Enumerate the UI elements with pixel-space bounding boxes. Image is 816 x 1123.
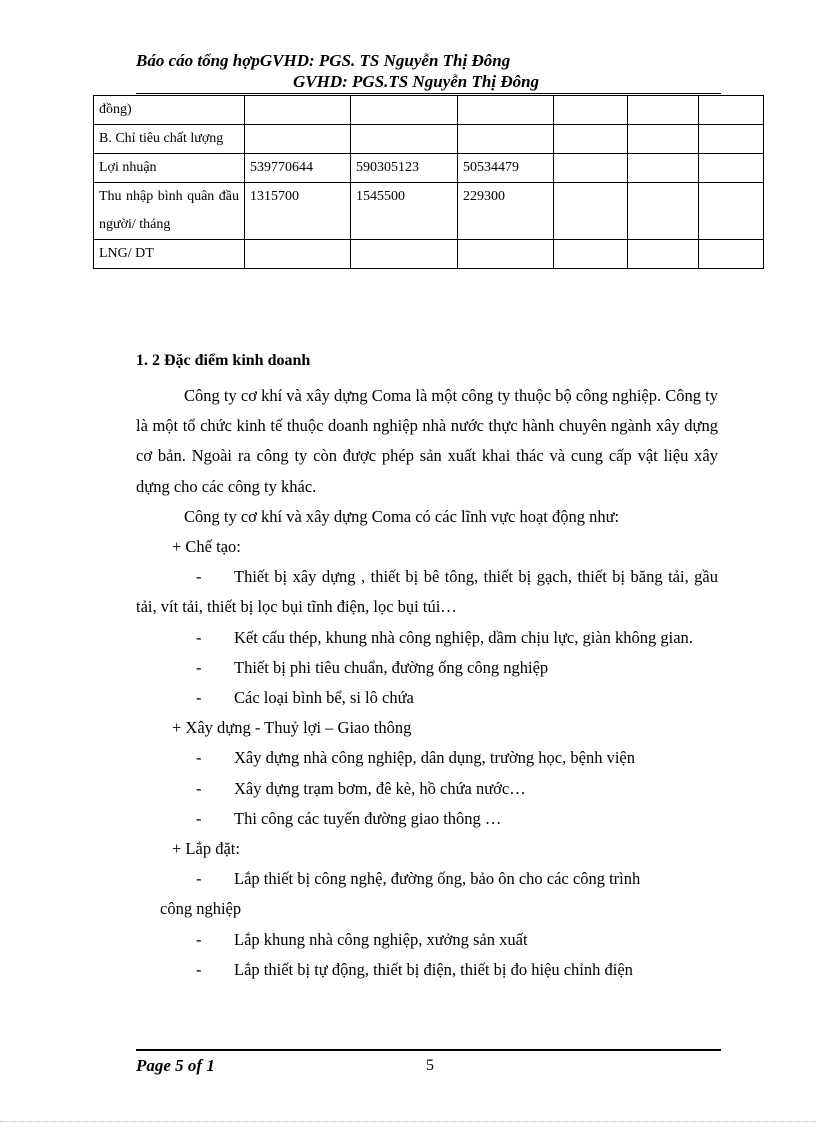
list-item-text: Các loại bình bể, si lô chứa <box>234 688 414 708</box>
list-item <box>136 562 718 622</box>
dash-bullet: - <box>196 869 202 889</box>
table-row <box>94 125 764 154</box>
table-cell <box>628 96 699 125</box>
table-cell <box>245 125 351 154</box>
dash-bullet: - <box>196 808 202 828</box>
table-cell <box>554 125 628 154</box>
table-cell <box>351 125 458 154</box>
list-item <box>136 743 718 773</box>
list-item <box>136 925 718 955</box>
table-cell: 590305123 <box>351 154 458 183</box>
table-cell: 1315700 <box>245 183 351 240</box>
table-row <box>94 154 764 183</box>
list-item-text: Thi công các tuyến đường giao thông … <box>234 808 502 828</box>
footer-page-number: 5 <box>426 1057 434 1074</box>
table-cell <box>699 96 764 125</box>
list-item <box>136 683 718 713</box>
table-cell <box>628 154 699 183</box>
table-row <box>94 96 764 125</box>
table-cell <box>628 240 699 269</box>
row-label: B. Chỉ tiêu chất lượng <box>94 125 245 154</box>
header-divider <box>136 93 721 94</box>
paragraph: Công ty cơ khí và xây dựng Coma có các lĩnh vực hoạt động như: <box>184 506 620 526</box>
table-cell <box>458 96 554 125</box>
table-cell <box>554 96 628 125</box>
list-item <box>136 955 718 985</box>
table-cell: 50534479 <box>458 154 554 183</box>
table-row <box>94 183 764 240</box>
list-item-text: Thiết bị xây dựng , thiết bị bê tông, thiết bị gạch, thiết bị băng tải, gầu tải, vít tải, thiết bị lọc bụi tĩnh điện, lọc bụi túi… <box>136 567 718 617</box>
table-cell <box>554 154 628 183</box>
table-cell <box>245 96 351 125</box>
table-cell <box>351 240 458 269</box>
table-cell <box>699 154 764 183</box>
table-cell <box>699 183 764 240</box>
table-cell <box>554 240 628 269</box>
dash-bullet: - <box>196 567 202 587</box>
table-cell <box>245 240 351 269</box>
dash-bullet: - <box>196 657 202 677</box>
list-item-continuation: công nghiệp <box>160 899 242 919</box>
list-item-text: Lắp thiết bị công nghệ, đường ống, bảo ôn cho các công trình <box>234 869 641 889</box>
row-label: Lợi nhuận <box>94 154 245 183</box>
table-cell <box>699 125 764 154</box>
list-item <box>136 804 718 834</box>
list-item <box>136 623 718 653</box>
list-item <box>136 653 718 683</box>
table-cell <box>458 240 554 269</box>
dash-bullet: - <box>196 627 202 647</box>
dash-bullet: - <box>196 959 202 979</box>
dash-bullet: - <box>196 748 202 768</box>
table-cell <box>628 183 699 240</box>
section-body <box>136 381 718 985</box>
table-cell <box>699 240 764 269</box>
table-cell <box>458 125 554 154</box>
header-title-line1: Báo cáo tổng hợpGVHD: PGS. TS Nguyễn Thị Đông <box>136 51 511 70</box>
table-cell <box>351 96 458 125</box>
list-item-text: Xây dựng trạm bơm, đê kè, hồ chứa nước… <box>234 778 526 798</box>
dash-bullet: - <box>196 778 202 798</box>
list-item-text: Thiết bị phi tiêu chuẩn, đường ống công nghiệp <box>234 657 549 677</box>
dash-bullet: - <box>196 688 202 708</box>
table-cell: 1545500 <box>351 183 458 240</box>
list-item <box>136 864 718 894</box>
list-item <box>136 774 718 804</box>
row-label: LNG/ DT <box>94 240 245 269</box>
dash-bullet: - <box>196 929 202 949</box>
table-cell: 539770644 <box>245 154 351 183</box>
table-cell <box>554 183 628 240</box>
list-item-text: Kết cấu thép, khung nhà công nghiệp, dầm chịu lực, giàn không gian. <box>234 627 693 647</box>
row-label: đồng) <box>94 96 245 125</box>
indicator-table <box>93 95 764 269</box>
list-item-text: Xây dựng nhà công nghiệp, dân dụng, trường học, bệnh viện <box>234 748 635 768</box>
list-item-text: Lắp thiết bị tự động, thiết bị điện, thiết bị đo hiệu chỉnh điện <box>234 959 633 979</box>
page-edge-divider <box>0 1121 816 1122</box>
category-heading: + Xây dựng - Thuỷ lợi – Giao thông <box>172 718 412 738</box>
footer-page-label: Page 5 of 1 <box>136 1056 215 1075</box>
table-cell: 229300 <box>458 183 554 240</box>
category-heading: + Chế tạo: <box>172 537 241 557</box>
footer-divider <box>136 1049 721 1051</box>
row-label: Thu nhập bình quân đầu người/ tháng <box>94 183 245 240</box>
table-row <box>94 240 764 269</box>
list-item-text: Lắp khung nhà công nghiệp, xưởng sản xuất <box>234 929 528 949</box>
paragraph: Công ty cơ khí và xây dựng Coma là một công ty thuộc bộ công nghiệp. Công ty là một tổ chức kinh tế thuộc doanh nghiệp nhà nước thực hành chuyên ngành xây dựng cơ bản. Ngoài ra công ty còn được phép sản xuất khai thác và cung cấp vật liệu xây dựng cho các công ty khác. <box>136 386 718 496</box>
table-cell <box>628 125 699 154</box>
category-heading: + Lắp đặt: <box>172 839 240 859</box>
section-title: 1. 2 Đặc điểm kinh doanh <box>136 352 311 369</box>
header-title-line2: GVHD: PGS.TS Nguyễn Thị Đông <box>293 72 540 91</box>
